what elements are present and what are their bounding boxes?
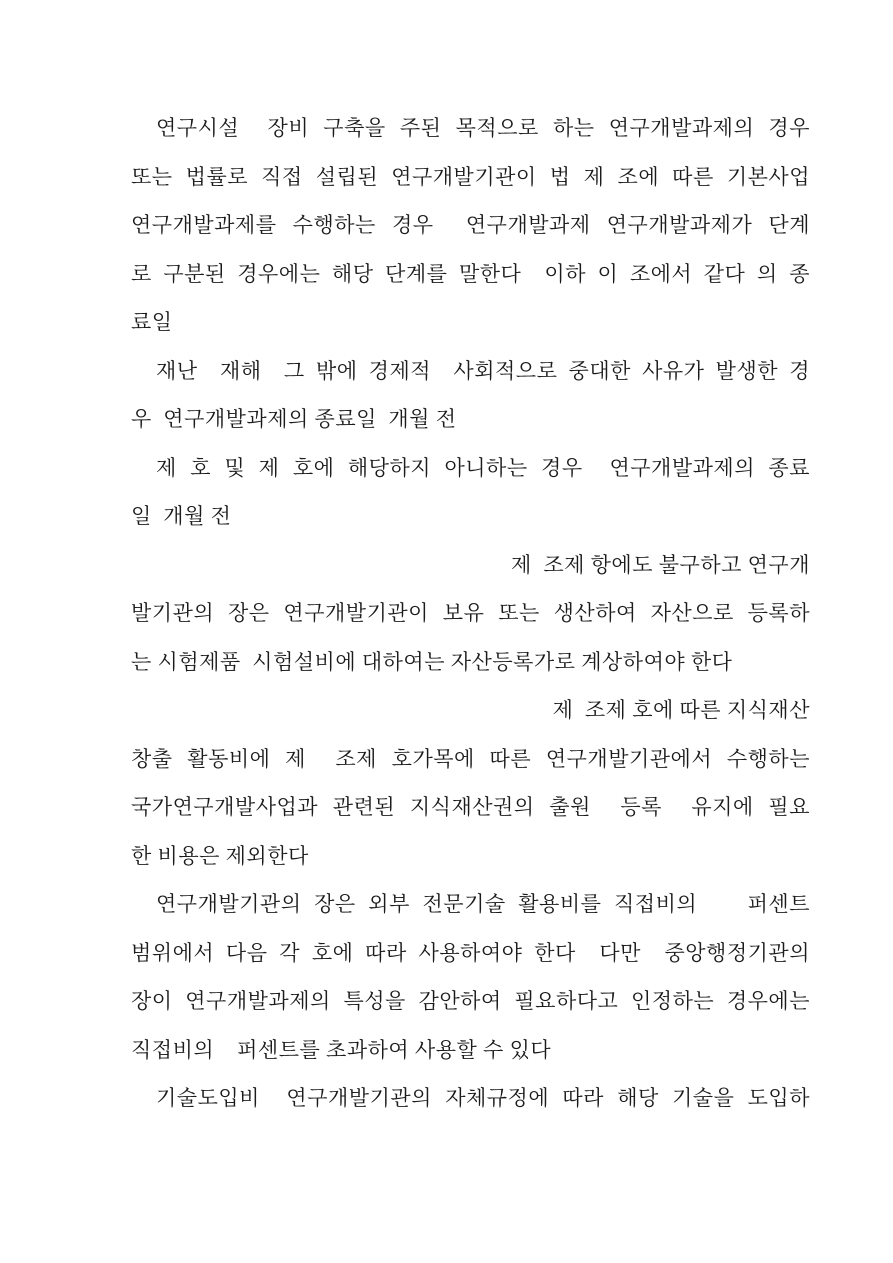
- text-line: 로 구분된 경우에는 해당 단계를 말한다 이하 이 조에서 같다 의 종: [131, 261, 810, 286]
- text-line: 료일: [131, 310, 173, 334]
- text-line: 범위에서 다음 각 호에 따라 사용하여야 한다 다만 중앙행정기관의: [131, 940, 810, 965]
- text-line: 재난 재해 그 밖에 경제적 사회적으로 중대한 사유가 발생한 경: [156, 358, 810, 383]
- text-line: 는 시험제품 시험설비에 대하여는 자산등록가로 계상하여야 한다: [131, 649, 733, 674]
- text-line: 일 개월 전: [131, 504, 232, 528]
- text-line: 제 호 및 제 호에 해당하지 아니하는 경우 연구개발과제의 종료: [156, 455, 810, 480]
- text-line: 우 연구개발과제의 종료일 개월 전: [131, 407, 457, 431]
- text-line: 한 비용은 제외한다: [131, 843, 309, 868]
- text-line: 연구시설 장비 구축을 주된 목적으로 하는 연구개발과제의 경우: [156, 116, 810, 140]
- text-line: 발기관의 장은 연구개발기관이 보유 또는 생산하여 자산으로 등록하: [131, 601, 810, 625]
- text-line: 창출 활동비에 제 조제 호가목에 따른 연구개발기관에서 수행하는: [131, 746, 810, 771]
- text-line: 제 조제 호에 따른 지식재산: [552, 698, 810, 722]
- text-line: 또는 법률로 직접 설립된 연구개발기관이 법 제 조에 따른 기본사업: [131, 164, 810, 189]
- text-line: 기술도입비 연구개발기관의 자체규정에 따라 해당 기술을 도입하: [156, 1086, 810, 1110]
- text-line: 직접비의 퍼센트를 초과하여 사용할 수 있다: [131, 1037, 552, 1062]
- text-line: 국가연구개발사업과 관련된 지식재산권의 출원 등록 유지에 필요: [131, 795, 810, 819]
- text-line: 제 조제 항에도 불구하고 연구개: [511, 552, 810, 577]
- text-line: 장이 연구개발과제의 특성을 감안하여 필요하다고 인정하는 경우에는: [131, 989, 810, 1013]
- text-line: 연구개발과제를 수행하는 경우 연구개발과제 연구개발과제가 단계: [131, 213, 810, 237]
- text-line: 연구개발기관의 장은 외부 전문기술 활용비를 직접비의 퍼센트: [156, 892, 810, 916]
